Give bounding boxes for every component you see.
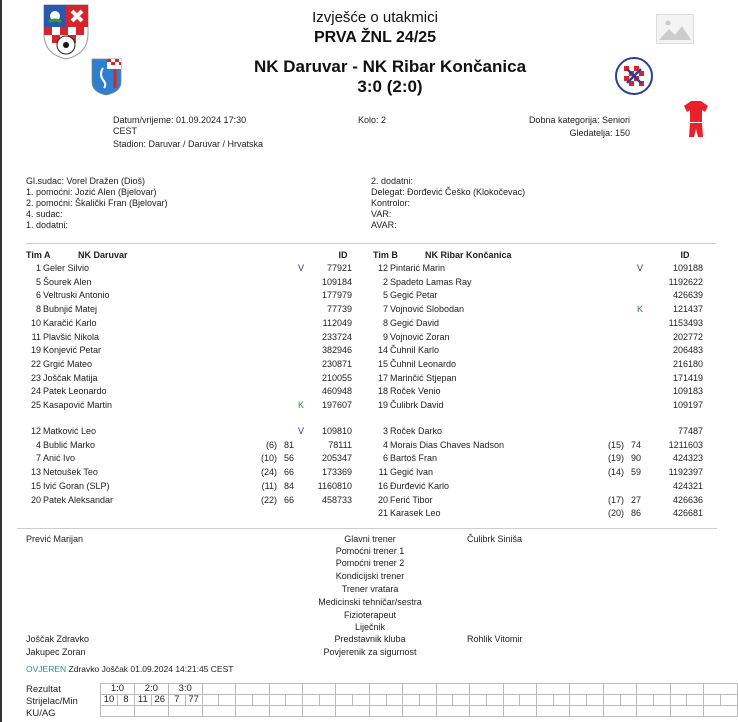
player-row bbox=[0, 480, 738, 494]
player-number: 18 bbox=[377, 386, 388, 397]
player-name: Vojnović Slobodan bbox=[390, 304, 465, 315]
player-id: 109188 bbox=[672, 263, 703, 273]
result-cell bbox=[336, 684, 369, 695]
player-id: 426636 bbox=[672, 494, 703, 505]
player-name: Marinčić Stjepan bbox=[390, 372, 457, 383]
player-name: Čulibrk David bbox=[390, 400, 444, 410]
player-id: 109197 bbox=[672, 400, 703, 410]
result-cell: 1:0 bbox=[101, 684, 135, 695]
away-staff-name: Čulibrk Siniša bbox=[467, 534, 523, 544]
result-cell: 2:0 bbox=[134, 684, 168, 695]
minute-cell bbox=[386, 695, 403, 706]
ku-ag-cell bbox=[336, 706, 369, 717]
match-title: NK Daruvar - NK Ribar Končanica bbox=[253, 57, 527, 76]
minute-cell bbox=[486, 695, 503, 706]
away-club-logo bbox=[615, 57, 653, 95]
player-name: Veltruski Antonio bbox=[43, 290, 110, 301]
ku-ag-cell bbox=[670, 706, 703, 717]
staff-role: Medicinski tehničar/sestra bbox=[318, 597, 422, 607]
score-row-label-result: Rezultat bbox=[26, 684, 61, 695]
player-id: 173369 bbox=[321, 467, 352, 478]
team-a-id-header: ID bbox=[338, 250, 348, 260]
player-number: 12 bbox=[30, 426, 41, 436]
match-datetime: Datum/vrijeme: 01.09.2024 17:30 bbox=[113, 115, 247, 125]
staff-role: Liječnik bbox=[354, 622, 385, 632]
player-name: Morais Dias Chaves Nadson bbox=[390, 439, 505, 450]
player-id: 121437 bbox=[672, 304, 703, 315]
player-id: 77487 bbox=[677, 426, 703, 436]
scorer-cell bbox=[637, 695, 654, 706]
score-row-label-scorer: Strijelac/Min bbox=[26, 696, 78, 707]
scorer-cell bbox=[704, 695, 721, 706]
player-number: 22 bbox=[30, 358, 41, 369]
home-club-logo bbox=[91, 58, 122, 96]
minute-cell bbox=[553, 695, 570, 706]
scorer-cell bbox=[236, 695, 253, 706]
player-number: 21 bbox=[377, 508, 388, 519]
player-number: 19 bbox=[377, 400, 388, 410]
county-federation-logo bbox=[43, 4, 89, 60]
ku-ag-cell bbox=[369, 706, 402, 717]
result-cell: 3:0 bbox=[168, 684, 202, 695]
home-staff-name: Joščak Zdravko bbox=[26, 634, 90, 644]
scorer-cell bbox=[670, 695, 687, 706]
player-name: Gegić Ivan bbox=[390, 467, 434, 478]
result-cell bbox=[537, 684, 570, 695]
official-assistant-1: 1. pomoćni: Jozić Alen (Bjelovar) bbox=[26, 187, 157, 197]
player-id: 458733 bbox=[321, 494, 352, 505]
player-name: Đurđević Karlo bbox=[390, 480, 450, 491]
substituted-player: (11) bbox=[261, 480, 277, 491]
substitution-minute: 86 bbox=[630, 508, 641, 519]
official-fourth: 4. sudac: bbox=[26, 209, 63, 219]
ku-ag-cell bbox=[570, 706, 603, 717]
player-number: 10 bbox=[30, 317, 41, 328]
substitution-minute: 56 bbox=[283, 453, 294, 464]
score-table bbox=[100, 683, 738, 717]
substituted-player: (20) bbox=[607, 508, 624, 519]
player-number: 15 bbox=[377, 358, 388, 369]
league-title: PRVA ŽNL 24/25 bbox=[313, 29, 437, 46]
player-name: Karasek Leo bbox=[390, 508, 441, 519]
player-number: 3 bbox=[382, 426, 388, 436]
player-name: Roček Darko bbox=[390, 426, 443, 436]
player-id: 177979 bbox=[321, 290, 352, 301]
player-name: Matković Leo bbox=[43, 426, 97, 436]
result-cell bbox=[670, 684, 703, 695]
scorer-cell: 10 bbox=[101, 695, 118, 706]
score-row-label-ku-ag: KU/AG bbox=[26, 708, 56, 719]
substitution-minute: 66 bbox=[283, 467, 294, 478]
player-number: 6 bbox=[382, 453, 388, 464]
player-id: 171419 bbox=[672, 372, 703, 383]
ku-ag-cell bbox=[202, 706, 235, 717]
substituted-player: (14) bbox=[607, 467, 624, 478]
player-id: 109184 bbox=[321, 276, 352, 287]
player-name: Ivić Goran (SLP) bbox=[43, 480, 110, 491]
scorer-cell bbox=[369, 695, 386, 706]
image-placeholder-icon bbox=[656, 14, 694, 44]
player-id: 1160810 bbox=[317, 480, 352, 491]
player-name: Gegić David bbox=[390, 317, 440, 328]
minute-cell bbox=[219, 695, 236, 706]
ku-ag-cell bbox=[101, 706, 135, 717]
substitution-minute: 66 bbox=[283, 494, 294, 505]
age-category: Dobna kategorija: Seniori bbox=[528, 115, 630, 125]
player-row bbox=[0, 439, 738, 453]
scorer-cell bbox=[302, 695, 319, 706]
player-id: 197607 bbox=[321, 400, 352, 410]
ku-ag-cell bbox=[269, 706, 302, 717]
player-name: Spadeto Lamas Ray bbox=[390, 276, 472, 287]
player-name: Bartoš Fran bbox=[390, 453, 438, 464]
substituted-player: (17) bbox=[607, 494, 624, 505]
captain-marker: K bbox=[298, 400, 305, 410]
player-name: Karačić Karlo bbox=[43, 317, 97, 328]
minute-cell bbox=[453, 695, 470, 706]
player-name: Bubnjić Matej bbox=[43, 304, 98, 315]
minute-cell bbox=[353, 695, 370, 706]
player-row bbox=[0, 372, 738, 386]
player-name: Geler Silvio bbox=[43, 263, 90, 273]
scorer-cell bbox=[537, 695, 554, 706]
scorer-cell: 11 bbox=[134, 695, 151, 706]
player-id: 205347 bbox=[321, 453, 352, 464]
player-row bbox=[0, 466, 738, 480]
player-number: 5 bbox=[35, 276, 41, 287]
player-number: 20 bbox=[30, 494, 41, 505]
staff-role: Trener vratara bbox=[341, 584, 399, 594]
staff-role: Fizioterapeut bbox=[343, 610, 397, 620]
minute-cell bbox=[687, 695, 704, 706]
result-cell bbox=[570, 684, 603, 695]
result-cell bbox=[436, 684, 469, 695]
staff-role: Glavni trener bbox=[344, 534, 396, 544]
home-staff-name: Jakupec Zoran bbox=[26, 647, 86, 657]
result-cell bbox=[236, 684, 269, 695]
verification-line bbox=[26, 664, 233, 674]
player-name: Joščak Matija bbox=[43, 372, 98, 383]
player-name: Ferić Tibor bbox=[390, 494, 433, 505]
player-number: 19 bbox=[30, 345, 41, 356]
substitution-minute: 59 bbox=[630, 467, 641, 478]
ku-ag-cell bbox=[470, 706, 503, 717]
player-row bbox=[0, 452, 738, 466]
player-number: 6 bbox=[35, 290, 41, 301]
ku-ag-cell bbox=[637, 706, 670, 717]
result-cell bbox=[704, 684, 738, 695]
official-main-referee: Gl.sudac: Vorel Dražen (Dioš) bbox=[26, 176, 146, 186]
player-id: 1211603 bbox=[668, 439, 703, 450]
player-id: 78111 bbox=[328, 439, 352, 450]
player-number: 13 bbox=[30, 467, 41, 478]
player-id: 109183 bbox=[672, 386, 703, 397]
divider bbox=[26, 243, 716, 244]
substitution-minute: 90 bbox=[630, 453, 641, 464]
player-number: 8 bbox=[35, 304, 41, 315]
player-name: Pintarić Marin bbox=[390, 263, 446, 273]
result-cell bbox=[202, 684, 235, 695]
player-name: Vojnović Zoran bbox=[390, 331, 450, 342]
ku-ag-cell bbox=[134, 706, 168, 717]
match-stadium: Stadion: Daruvar / Daruvar / Hrvatska bbox=[113, 139, 264, 149]
player-id: 426639 bbox=[672, 290, 703, 301]
official-additional-1: 1. dodatni: bbox=[26, 220, 69, 230]
player-id: 210055 bbox=[321, 372, 352, 383]
team-a-name: NK Daruvar bbox=[78, 250, 128, 260]
player-number: 15 bbox=[30, 480, 41, 491]
player-number: 9 bbox=[382, 331, 388, 342]
player-id: 206483 bbox=[672, 345, 703, 356]
player-row bbox=[0, 276, 738, 290]
result-cell bbox=[302, 684, 335, 695]
official-delegate: Delegat: Đorđević Češko (Klokočevac) bbox=[371, 187, 526, 197]
minute-cell: 26 bbox=[151, 695, 168, 706]
scorer-cell bbox=[470, 695, 487, 706]
official-additional-2: 2. dodatni: bbox=[371, 176, 414, 186]
player-id: 202772 bbox=[672, 331, 703, 342]
ku-ag-cell bbox=[403, 706, 436, 717]
staff-role: Kondicijski trener bbox=[335, 571, 405, 581]
player-name: Čuhnil Leonardo bbox=[390, 358, 457, 369]
player-number: 11 bbox=[378, 467, 388, 478]
team-b-id-header: ID bbox=[680, 250, 690, 260]
player-number: 7 bbox=[35, 453, 41, 464]
player-row bbox=[0, 289, 738, 303]
spectators: Gledatelja: 150 bbox=[569, 128, 630, 138]
substitution-minute: 27 bbox=[630, 494, 641, 505]
player-id: 233724 bbox=[321, 331, 352, 342]
player-name: Patek Leonardo bbox=[43, 386, 107, 397]
player-id: 382946 bbox=[321, 345, 352, 356]
substitution-minute: 74 bbox=[630, 439, 641, 450]
player-id: 230871 bbox=[321, 358, 352, 369]
player-row bbox=[0, 262, 738, 276]
verification-status: OVJEREN bbox=[26, 664, 67, 674]
player-name: Konjević Petar bbox=[43, 345, 102, 356]
result-cell bbox=[637, 684, 670, 695]
minute-cell bbox=[587, 695, 604, 706]
goalkeeper-marker: V bbox=[298, 426, 305, 436]
staff-role: Pomoćni trener 1 bbox=[335, 546, 405, 556]
substitution-minute: 81 bbox=[283, 439, 294, 450]
official-avar: AVAR: bbox=[371, 220, 397, 230]
player-number: 17 bbox=[377, 372, 388, 383]
player-row bbox=[0, 344, 738, 358]
match-score: 3:0 (2:0) bbox=[357, 77, 423, 96]
player-row bbox=[0, 399, 738, 413]
minute-cell bbox=[319, 695, 336, 706]
player-number: 1 bbox=[35, 263, 41, 273]
player-id: 1153493 bbox=[668, 317, 703, 328]
away-staff-name: Rohlik Vitomir bbox=[467, 634, 523, 644]
player-name: Bublić Marko bbox=[43, 439, 96, 450]
player-name: Gegić Petar bbox=[390, 290, 438, 301]
result-cell bbox=[369, 684, 402, 695]
substituted-player: (24) bbox=[260, 467, 277, 478]
player-name: Anić Ivo bbox=[43, 453, 76, 464]
minute-cell bbox=[520, 695, 537, 706]
captain-marker: K bbox=[637, 304, 644, 315]
player-number: 24 bbox=[30, 386, 41, 397]
report-title: Izvješće o utakmici bbox=[312, 9, 438, 26]
player-number: 4 bbox=[382, 439, 388, 450]
player-number: 5 bbox=[382, 290, 388, 301]
substituted-player: (19) bbox=[607, 453, 624, 464]
ku-ag-cell bbox=[503, 706, 536, 717]
player-row bbox=[0, 425, 738, 439]
official-controller: Kontrolor: bbox=[371, 198, 411, 208]
substitution-minute: 84 bbox=[283, 480, 294, 491]
player-number: 4 bbox=[35, 439, 41, 450]
minute-cell bbox=[620, 695, 637, 706]
minute-cell bbox=[419, 695, 436, 706]
player-number: 7 bbox=[382, 304, 388, 315]
player-name: Grgić Mateo bbox=[43, 358, 93, 369]
match-timezone: CEST bbox=[113, 126, 138, 136]
goalkeeper-marker: V bbox=[637, 263, 644, 273]
team-a-label: Tim A bbox=[26, 250, 51, 260]
player-number: 25 bbox=[30, 400, 41, 410]
substituted-player: (15) bbox=[607, 439, 624, 450]
minute-cell bbox=[286, 695, 303, 706]
player-name: Kasapović Martin bbox=[43, 400, 113, 410]
player-number: 12 bbox=[377, 263, 388, 273]
player-id: 216180 bbox=[672, 358, 703, 369]
minute-cell bbox=[654, 695, 671, 706]
scorer-cell bbox=[269, 695, 286, 706]
goalkeeper-marker: V bbox=[298, 263, 305, 273]
team-b-label: Tim B bbox=[373, 250, 398, 260]
player-number: 16 bbox=[377, 480, 388, 491]
player-name: Čuhnil Karlo bbox=[390, 345, 440, 356]
player-row bbox=[0, 507, 738, 521]
player-row bbox=[0, 358, 738, 372]
player-id: 77921 bbox=[326, 263, 352, 273]
player-name: Šourek Alen bbox=[43, 276, 92, 287]
minute-cell: 77 bbox=[185, 695, 202, 706]
player-id: 109810 bbox=[321, 426, 352, 436]
player-row bbox=[0, 385, 738, 399]
home-staff-name: Prević Marijan bbox=[26, 534, 84, 544]
substituted-player: (10) bbox=[260, 453, 277, 464]
player-id: 424323 bbox=[672, 453, 703, 464]
scorer-cell bbox=[603, 695, 620, 706]
ku-ag-cell bbox=[704, 706, 738, 717]
player-row bbox=[0, 331, 738, 345]
player-number: 8 bbox=[382, 317, 388, 328]
ku-ag-cell bbox=[537, 706, 570, 717]
player-id: 460948 bbox=[321, 386, 352, 397]
player-id: 1192622 bbox=[668, 276, 703, 287]
staff-role: Pomoćni trener 2 bbox=[335, 558, 405, 568]
ku-ag-cell bbox=[436, 706, 469, 717]
player-number: 20 bbox=[377, 494, 388, 505]
player-name: Roček Venio bbox=[390, 386, 441, 397]
ku-ag-cell bbox=[168, 706, 202, 717]
ku-ag-cell bbox=[603, 706, 636, 717]
result-cell bbox=[503, 684, 536, 695]
official-var: VAR: bbox=[371, 209, 392, 219]
scorer-cell bbox=[202, 695, 219, 706]
player-id: 112049 bbox=[322, 317, 352, 328]
result-cell bbox=[269, 684, 302, 695]
player-id: 426681 bbox=[672, 508, 703, 519]
player-id: 1192397 bbox=[668, 467, 703, 478]
scorer-cell bbox=[503, 695, 520, 706]
staff-role: Povjerenik za sigurnost bbox=[323, 647, 417, 657]
kit-icon bbox=[683, 100, 709, 138]
divider bbox=[17, 528, 717, 529]
player-id: 424321 bbox=[672, 480, 703, 491]
verification-detail: Zdravko Joščak 01.09.2024 14:21:45 CEST bbox=[68, 664, 234, 674]
team-b-name: NK Ribar Končanica bbox=[425, 250, 512, 260]
substituted-player: (6) bbox=[266, 439, 277, 450]
ku-ag-cell bbox=[302, 706, 335, 717]
player-number: 2 bbox=[382, 276, 388, 287]
player-row bbox=[0, 303, 738, 317]
player-number: 11 bbox=[31, 331, 41, 342]
player-name: Netoušek Teo bbox=[43, 467, 98, 478]
player-name: Plavšić Nikola bbox=[43, 331, 100, 342]
ku-ag-cell bbox=[236, 706, 269, 717]
player-id: 77739 bbox=[326, 304, 352, 315]
player-row bbox=[0, 317, 738, 331]
result-cell bbox=[470, 684, 503, 695]
minute-cell: 8 bbox=[117, 695, 134, 706]
result-cell bbox=[603, 684, 636, 695]
scorer-cell bbox=[570, 695, 587, 706]
staff-role: Predstavnik kluba bbox=[334, 634, 406, 644]
player-row bbox=[0, 494, 738, 508]
player-name: Patek Aleksandar bbox=[43, 494, 114, 505]
scorer-cell bbox=[336, 695, 353, 706]
result-cell bbox=[403, 684, 436, 695]
scorer-cell bbox=[436, 695, 453, 706]
player-number: 14 bbox=[377, 345, 388, 356]
minute-cell bbox=[252, 695, 269, 706]
scorer-cell: 7 bbox=[168, 695, 185, 706]
minute-cell bbox=[720, 695, 737, 706]
player-number: 23 bbox=[30, 372, 41, 383]
scorer-cell bbox=[403, 695, 420, 706]
substituted-player: (22) bbox=[260, 494, 277, 505]
match-round: Kolo: 2 bbox=[358, 115, 387, 125]
official-assistant-2: 2. pomoćni: Škalički Fran (Bjelovar) bbox=[26, 198, 168, 208]
